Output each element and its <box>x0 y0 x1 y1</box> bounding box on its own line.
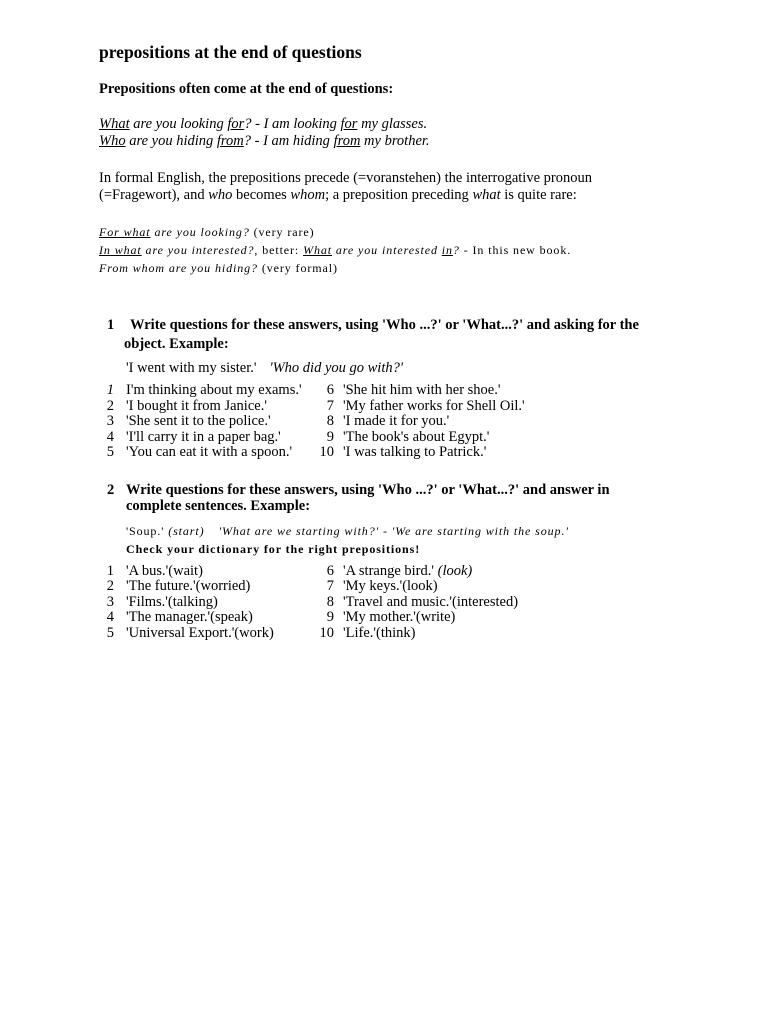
item-text: 'The manager.'(speak) <box>126 609 253 625</box>
section-subtitle: Prepositions often come at the end of questions: <box>99 81 394 97</box>
paragraph-text: is quite rare: <box>500 187 577 203</box>
item-number: 10 <box>319 444 334 460</box>
item-number: 4 <box>106 609 114 625</box>
formal-paragraph-line-2 <box>99 187 577 204</box>
example-question: 'Who did you go with?' <box>269 360 403 376</box>
item-number: 9 <box>326 609 334 625</box>
question-phrase: are you interested <box>332 243 442 257</box>
paragraph-text: ; a preposition preceding <box>325 187 473 203</box>
exercise-2-number: 2 <box>107 482 115 498</box>
preposition: for <box>227 116 245 132</box>
item-text: 'I was talking to Patrick.' <box>343 444 487 460</box>
preposition: from <box>333 133 361 149</box>
item-number: 5 <box>106 625 114 641</box>
item-text: 'Travel and music.'(interested) <box>343 594 519 610</box>
item-text: 'Films.'(talking) <box>126 594 218 610</box>
item-text: 'She sent it to the police.' <box>126 413 271 429</box>
note: , better: <box>254 243 304 257</box>
item-text: 'I made it for you.' <box>343 413 450 429</box>
item-number: 2 <box>106 578 114 594</box>
formal-example-3 <box>99 261 338 276</box>
item-text: 'Life.'(think) <box>343 625 416 641</box>
item-number: 9 <box>326 429 334 445</box>
exercise-1-number: 1 <box>107 317 115 333</box>
item-text: 'The future.'(worried) <box>126 578 251 594</box>
example-verb: (start) <box>164 524 205 538</box>
emphasis-word: whom <box>290 187 326 203</box>
emphasis-word: who <box>208 187 233 203</box>
example-line-1 <box>99 116 427 133</box>
question-phrase: In what <box>99 243 142 257</box>
note: (very rare) <box>249 225 315 239</box>
item-number: 7 <box>326 398 334 414</box>
item-text: 'A bus.'(wait) <box>126 563 203 579</box>
question-word: What <box>99 116 130 132</box>
example-text: are you hiding <box>125 133 217 149</box>
item-text: 'The book's about Egypt.' <box>343 429 490 445</box>
example-text: are you looking <box>129 116 228 132</box>
formal-example-2 <box>99 243 571 258</box>
example-answer: 'I went with my sister.' <box>126 360 257 376</box>
question-phrase: are you looking? <box>150 225 250 239</box>
example-answer: 'Soup.' <box>126 524 165 538</box>
item-number: 7 <box>326 578 334 594</box>
example-text: my brother. <box>360 133 430 149</box>
example-line-2 <box>99 133 430 150</box>
question-word: Who <box>99 133 126 149</box>
item-text: 'You can eat it with a spoon.' <box>126 444 293 460</box>
question-phrase: For what <box>99 225 151 239</box>
example-text: my glasses. <box>357 116 428 132</box>
item-text: I'm thinking about my exams.' <box>126 382 302 398</box>
item-answer: 'A strange bird.' <box>343 563 435 579</box>
item-number: 1 <box>106 382 114 398</box>
item-number: 3 <box>106 413 114 429</box>
item-text: 'My keys.'(look) <box>343 578 438 594</box>
item-number: 6 <box>326 563 334 579</box>
example-text: ? - I am looking <box>244 116 341 132</box>
exercise-1-heading-line-1: Write questions for these answers, using 'Who ...?' or 'What...?' and asking for the <box>130 317 639 333</box>
item-text: 'My mother.'(write) <box>343 609 456 625</box>
item-number: 2 <box>106 398 114 414</box>
exercise-2-heading-line-2: complete sentences. Example: <box>126 498 311 514</box>
item-number: 10 <box>319 625 334 641</box>
item-text: 'Universal Export.'(work) <box>126 625 274 641</box>
page-title: prepositions at the end of questions <box>99 42 362 62</box>
preposition: for <box>340 116 358 132</box>
exercise-2-example <box>126 524 569 539</box>
paragraph-text: (=Fragewort), and <box>99 187 209 203</box>
item-number: 8 <box>326 594 334 610</box>
preposition: in <box>441 243 453 257</box>
item-text: 'I bought it from Janice.' <box>126 398 267 414</box>
exercise-1-example <box>126 360 403 377</box>
item-text: 'She hit him with her shoe.' <box>343 382 501 398</box>
question-phrase: are you interested? <box>141 243 255 257</box>
preposition: from <box>216 133 244 149</box>
item-text: 'My father works for Shell Oil.' <box>343 398 525 414</box>
formal-paragraph-line-1: In formal English, the prepositions precede (=voranstehen) the interrogative pronoun <box>99 170 592 186</box>
question-word: What <box>303 243 332 257</box>
exercise-2-heading-line-1: Write questions for these answers, using 'Who ...?' or 'What...?' and answer in <box>126 482 610 498</box>
item-number: 6 <box>326 382 334 398</box>
emphasis-word: what <box>472 187 501 203</box>
paragraph-text: becomes <box>232 187 291 203</box>
item-number: 4 <box>106 429 114 445</box>
exercise-1-heading-line-2: object. Example: <box>124 336 229 352</box>
question-phrase: From whom are you hiding? <box>99 261 258 275</box>
item-text: 'I'll carry it in a paper bag.' <box>126 429 281 445</box>
note: - In this new book. <box>459 243 572 257</box>
item-number: 1 <box>106 563 114 579</box>
example-text: ? - I am hiding <box>243 133 334 149</box>
note: (very formal) <box>257 261 338 275</box>
example-question: 'What are we starting with?' - 'We are starting with the soup.' <box>218 524 569 538</box>
item-number: 3 <box>106 594 114 610</box>
item-number: 8 <box>326 413 334 429</box>
item-verb: (look) <box>437 563 473 579</box>
item-number: 5 <box>106 444 114 460</box>
question-phrase: ? <box>452 243 460 257</box>
formal-example-1 <box>99 225 314 240</box>
dictionary-hint: Check your dictionary for the right prepositions! <box>126 542 421 556</box>
